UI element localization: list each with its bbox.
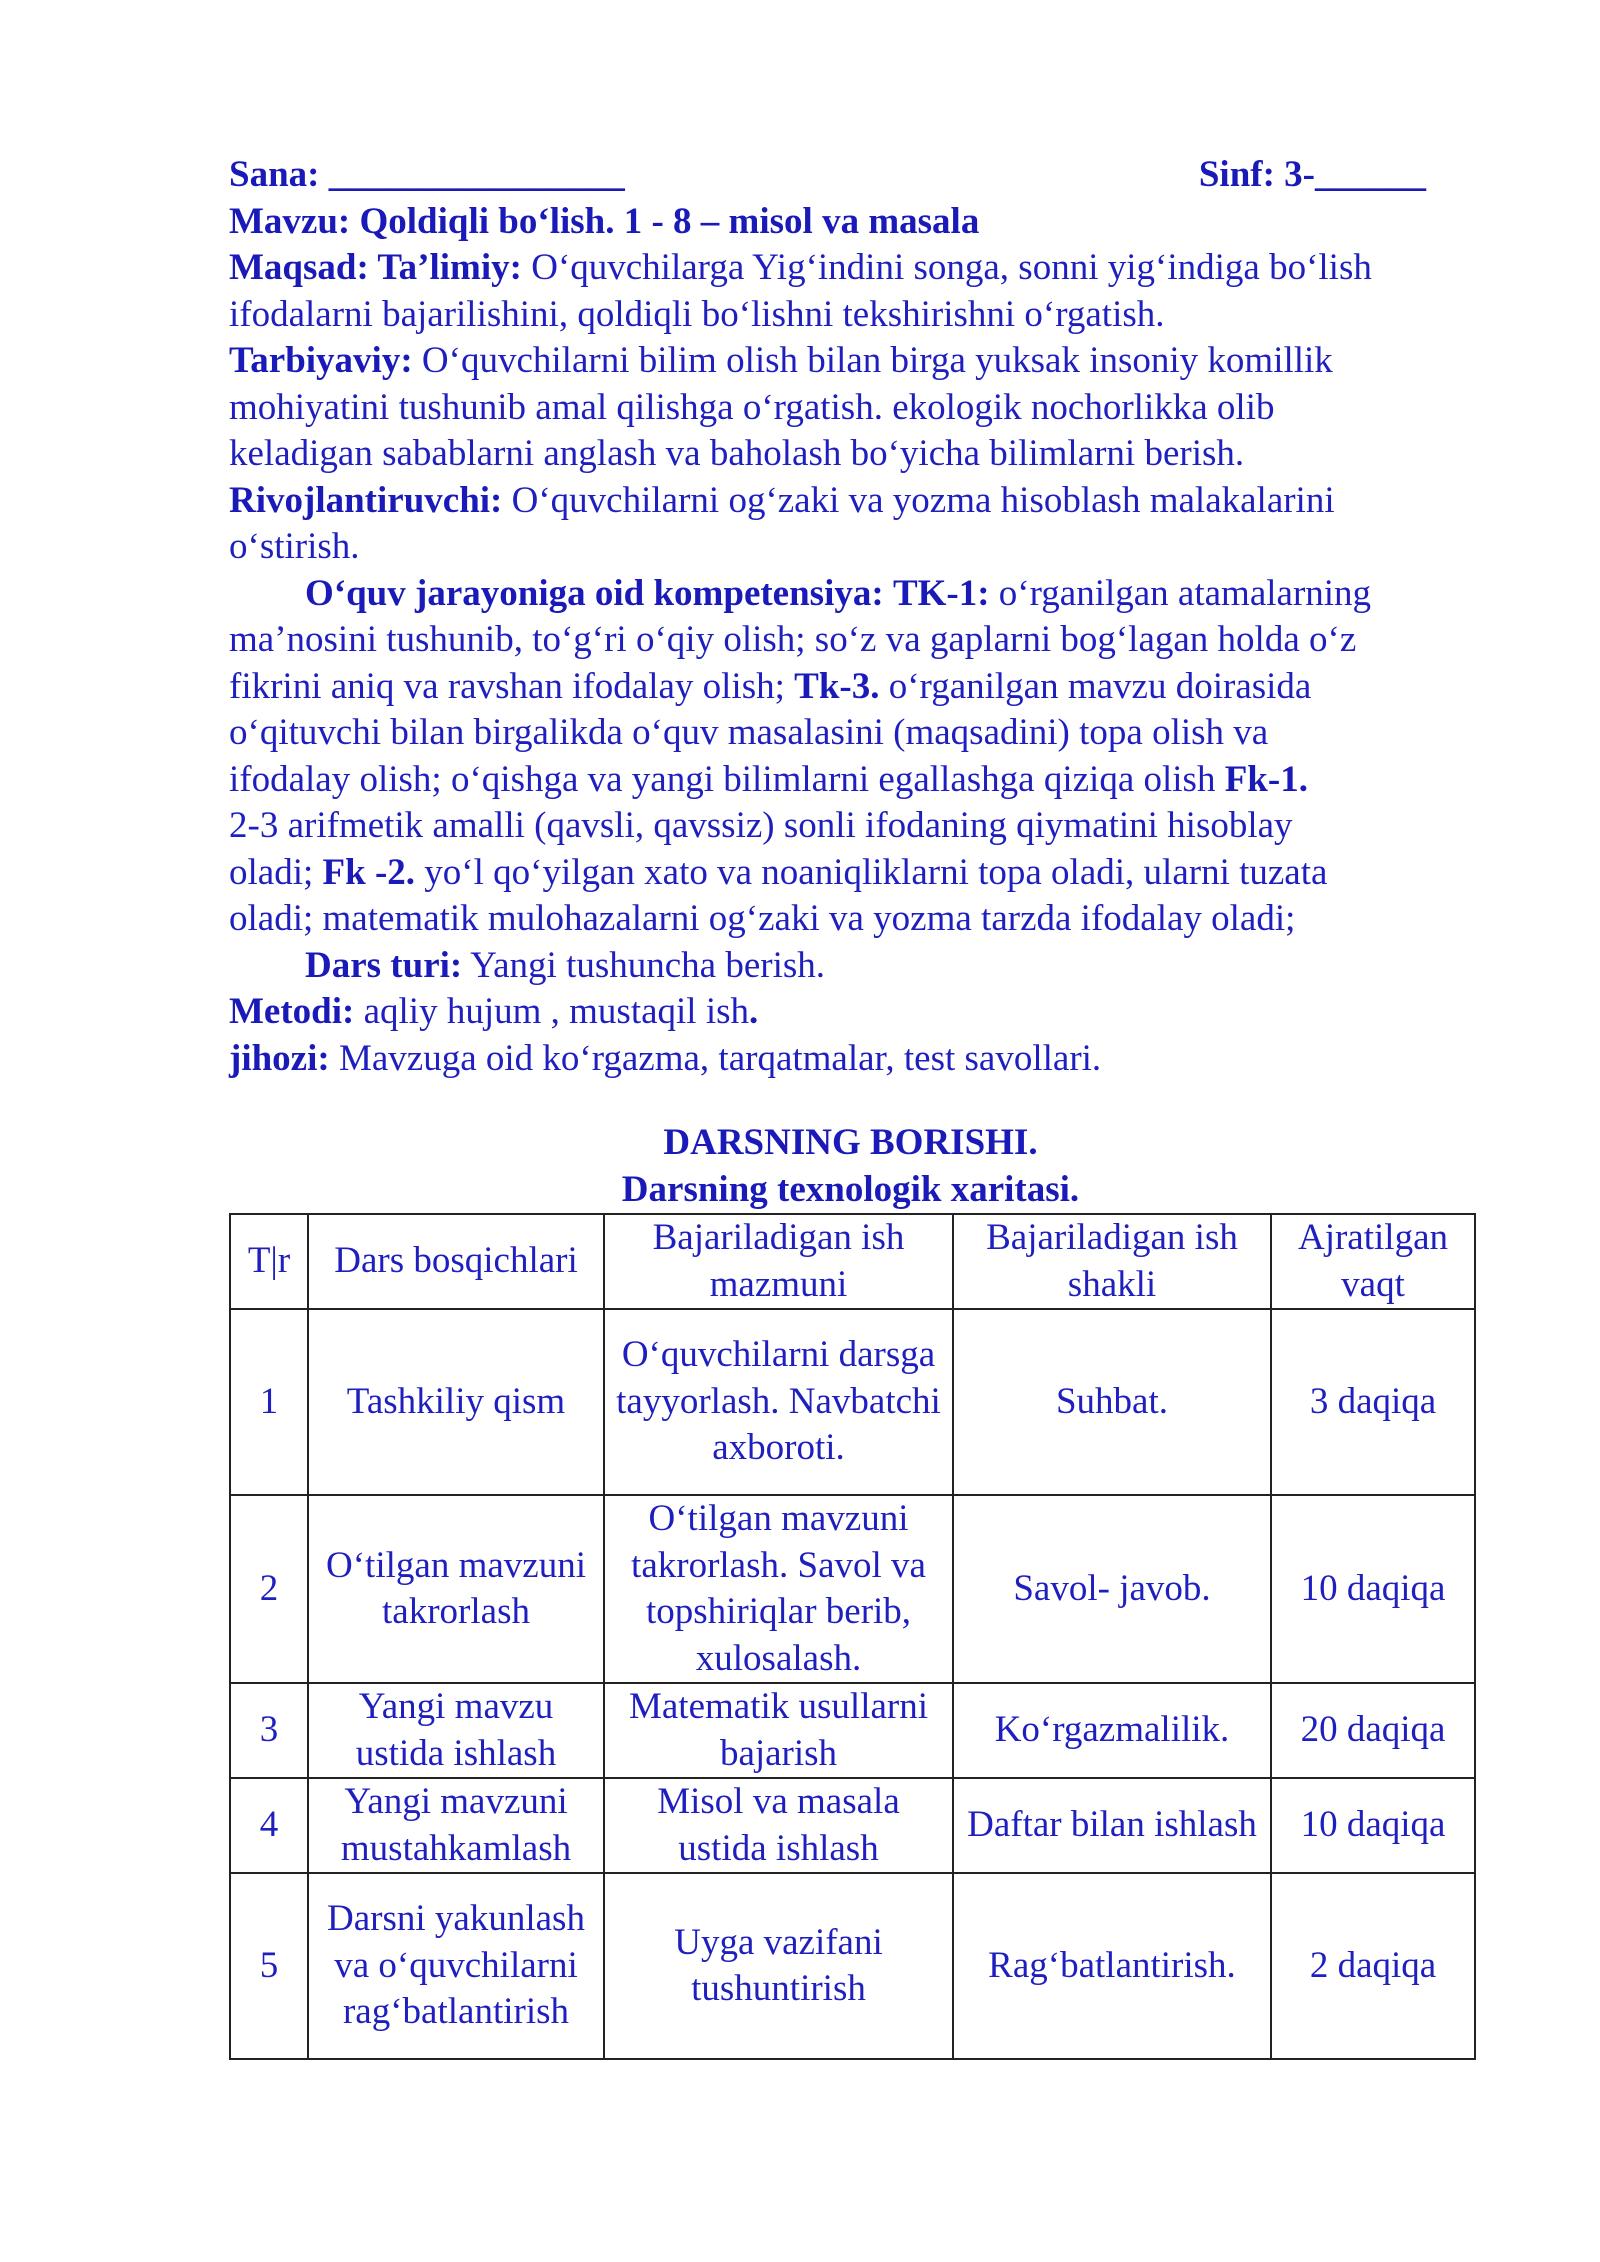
header-cell: Bajariladigan ish mazmuni	[604, 1214, 953, 1309]
tk1-label: TK-1:	[892, 572, 990, 614]
equipment-text: Mavzuga oid ko‘rgazma, tarqatmalar, test savollari.	[338, 1037, 1102, 1079]
table-cell: Yangi mavzuni mustahkamlash	[308, 1778, 604, 1873]
table-cell: 1	[230, 1309, 308, 1495]
lesson-type-text: Yangi tushuncha berish.	[470, 944, 826, 986]
header-cell: T|r	[230, 1214, 308, 1309]
method-label: Metodi:	[229, 991, 355, 1032]
table-cell: O‘tilgan mavzuni takrorlash. Savol va topshiriqlar berib, xulosalash.	[604, 1495, 953, 1683]
table-cell: Savol- javob.	[953, 1495, 1271, 1683]
goal-upbringing-label: Tarbiyaviy:	[229, 340, 413, 381]
competency-text-3b: o‘rganilgan mavzu doirasida	[888, 665, 1312, 707]
header-cell: Ajratilgan vaqt	[1271, 1214, 1475, 1309]
table-cell: Daftar bilan ishlash	[953, 1778, 1271, 1873]
goal-educational-text-1: O‘quvchilarga Yig‘indini songa, sonni yig‘indiga bo‘lish	[531, 247, 1372, 288]
table-cell: 10 daqiqa	[1271, 1778, 1475, 1873]
fk2-label: Fk -2.	[322, 851, 416, 893]
table-cell: 2 daqiqa	[1271, 1873, 1475, 2059]
goal-educational-label: Maqsad: Ta’limiy:	[229, 247, 522, 288]
goal-developing-label: Rivojlantiruvchi:	[229, 479, 503, 521]
lesson-type-label: Dars turi:	[305, 944, 463, 986]
goal-educational	[229, 245, 1488, 292]
table-row	[230, 1873, 1475, 2059]
goal-developing	[229, 478, 1488, 525]
class-field: Sinf: 3-______	[1198, 154, 1426, 195]
method-dot: .	[749, 991, 759, 1032]
table-cell: Rag‘batlantirish.	[953, 1873, 1271, 2059]
competency-text-4: o‘qituvchi bilan birgalikda o‘quv masalasini (maqsadini) topa olish va	[229, 712, 1269, 753]
header-row	[229, 152, 1488, 199]
competency-text-7b: yo‘l qo‘yilgan xato va noaniqliklarni topa oladi, ularni tuzata	[424, 851, 1328, 893]
competency-text-3a: fikrini aniq va ravshan ifodalay olish;	[229, 665, 785, 707]
table-cell: Misol va masala ustida ishlash	[604, 1778, 953, 1873]
goal-developing-text-1: O‘quvchilarni og‘zaki va yozma hisoblash malakalarini	[511, 479, 1335, 521]
table-cell: Yangi mavzu ustida ishlash	[308, 1683, 604, 1778]
table-cell: 3 daqiqa	[1271, 1309, 1475, 1495]
lesson-type	[229, 943, 1488, 990]
table-row	[230, 1778, 1475, 1873]
goal-educational-text-2: ifodalarni bajarilishini, qoldiqli bo‘lishni tekshirishni o‘rgatish.	[229, 293, 1165, 335]
table-cell: Tashkiliy qism	[308, 1309, 604, 1495]
section-title: DARSNING BORISHI.	[663, 1122, 1038, 1163]
competency-line-5	[229, 757, 1488, 804]
table-cell: 5	[230, 1873, 308, 2059]
competency-text-6: 2-3 arifmetik amalli (qavsli, qavssiz) sonli ifodaning qiymatini hisoblay	[229, 805, 1293, 846]
table-cell: Ko‘rgazmalilik.	[953, 1683, 1271, 1778]
competency-text-5a: ifodalay olish; o‘qishga va yangi bilimlarni egallashga qiziqa olish	[229, 758, 1216, 800]
table-row	[230, 1683, 1475, 1778]
tk3-label: Tk-3.	[794, 665, 880, 707]
goal-upbringing-text-2: mohiyatini tushunib amal qilishga o‘rgatish. ekologik nochorlikka olib	[229, 386, 1275, 428]
competency-text-8: oladi; matematik mulohazalarni og‘zaki va yozma tarzda ifodalay oladi;	[229, 898, 1296, 939]
goal-upbringing	[229, 338, 1488, 385]
goal-upbringing-text-3: keladigan sabablarni anglash va baholash bo‘yicha bilimlarni berish.	[229, 433, 1245, 474]
header-cell: Bajariladigan ish shakli	[953, 1214, 1271, 1309]
table-cell: O‘quvchilarni darsga tayyorlash. Navbatchi axboroti.	[604, 1309, 953, 1495]
table-row	[230, 1495, 1475, 1683]
section-titles	[229, 1120, 1472, 1213]
table-cell: 3	[230, 1683, 308, 1778]
fk1-label: Fk-1.	[1224, 758, 1308, 800]
competency-text-7a: oladi;	[229, 851, 314, 893]
table-cell: Matematik usullarni bajarish	[604, 1683, 953, 1778]
topic-line: Mavzu: Qoldiqli bo‘lish. 1 - 8 – misol va masala	[229, 200, 980, 242]
competency-line-7	[229, 850, 1488, 897]
method-text: aqliy hujum , mustaqil ish	[363, 991, 750, 1032]
table-cell: 2	[230, 1495, 308, 1683]
date-blank: ________________	[328, 154, 625, 195]
competency-label: O‘quv jarayoniga oid kompetensiya:	[305, 572, 884, 614]
goal-developing-text-2: o‘stirish.	[229, 526, 360, 567]
table-cell: 20 daqiqa	[1271, 1683, 1475, 1778]
competency-text-1: o‘rganilgan atamalarning	[998, 572, 1372, 614]
technology-map-table	[229, 1213, 1476, 2060]
table-row	[230, 1309, 1475, 1495]
competency-text-2: ma’nosini tushunib, to‘g‘ri o‘qiy olish; so‘z va gaplarni bog‘lagan holda o‘z	[229, 619, 1357, 660]
equipment-label: jihozi:	[229, 1037, 330, 1079]
competency-line-1	[229, 571, 1488, 618]
header-cell: Dars bosqichlari	[308, 1214, 604, 1309]
table-cell: O‘tilgan mavzuni takrorlash	[308, 1495, 604, 1683]
lesson-plan-body	[229, 152, 1488, 1082]
table-header-row	[230, 1214, 1475, 1309]
table-cell: Suhbat.	[953, 1309, 1271, 1495]
equipment-line	[229, 1036, 1488, 1083]
section-subtitle: Darsning texnologik xaritasi.	[621, 1168, 1080, 1210]
goal-upbringing-text-1: O‘quvchilarni bilim olish bilan birga yuksak insoniy komillik	[421, 340, 1333, 381]
date-field	[229, 152, 625, 199]
table-cell: 10 daqiqa	[1271, 1495, 1475, 1683]
table-cell: 4	[230, 1778, 308, 1873]
table-cell: Darsni yakunlash va o‘quvchilarni rag‘batlantirish	[308, 1873, 604, 2059]
competency-line-3	[229, 664, 1488, 711]
method-line	[229, 989, 1488, 1036]
table-cell: Uyga vazifani tushuntirish	[604, 1873, 953, 2059]
date-label: Sana:	[229, 154, 320, 195]
